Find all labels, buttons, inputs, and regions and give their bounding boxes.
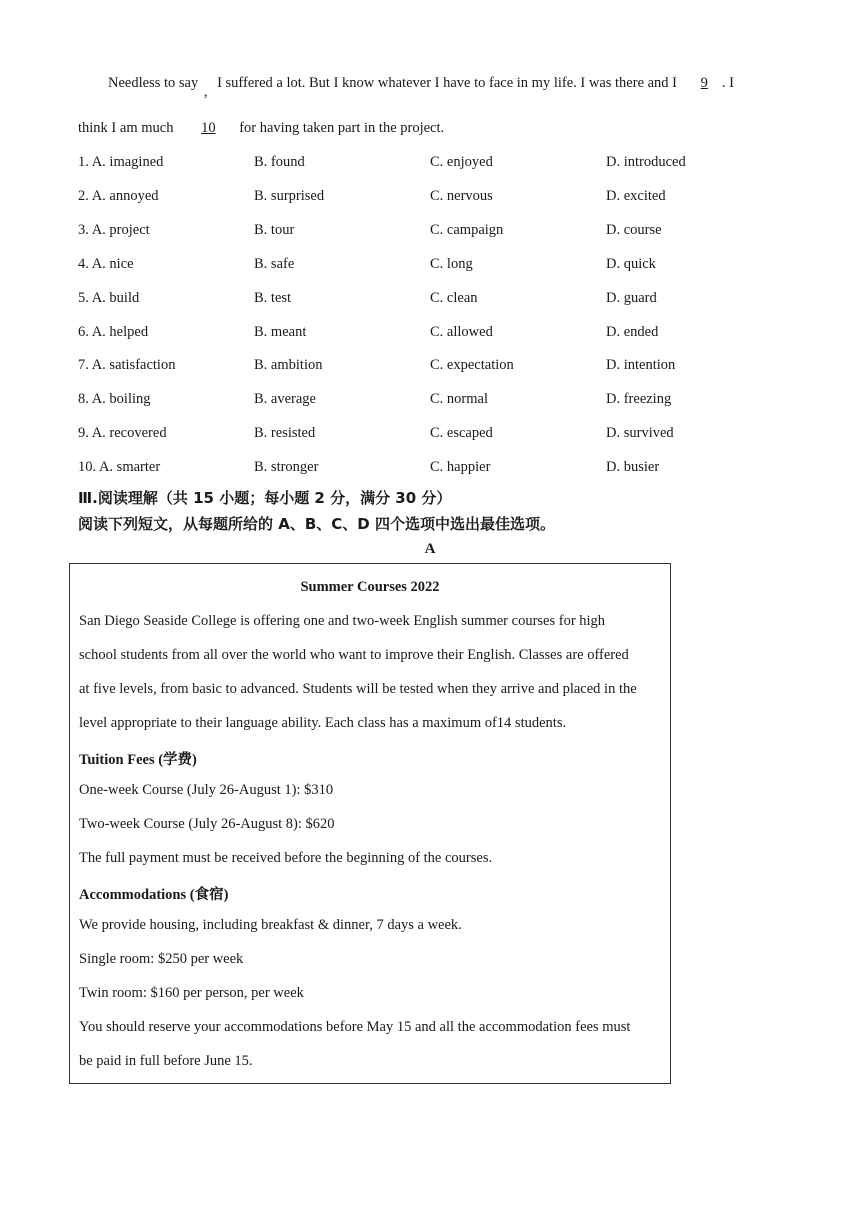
- option-c: C. nervous: [430, 188, 493, 204]
- option-b: B. safe: [254, 256, 295, 272]
- accommodation-line: be paid in full before June 15.: [79, 1053, 253, 1069]
- ad-intro-line: San Diego Seaside College is offering one and two-week English summer courses for high: [79, 613, 606, 629]
- option-a: 3. A. project: [78, 222, 150, 238]
- option-b: B. found: [254, 154, 305, 170]
- option-c: C. enjoyed: [430, 154, 493, 170]
- option-b: B. surprised: [254, 188, 325, 204]
- option-d: D. introduced: [606, 154, 686, 170]
- option-a: 1. A. imagined: [78, 154, 164, 170]
- option-row: [78, 188, 778, 208]
- tuition-line: One-week Course (July 26-August 1): $310: [79, 782, 334, 798]
- passage-text: think I am much: [78, 120, 174, 136]
- option-c: C. normal: [430, 391, 488, 407]
- passage-text: Needless to say: [108, 75, 199, 91]
- option-d: D. guard: [606, 290, 657, 306]
- option-a: 4. A. nice: [78, 256, 134, 272]
- option-d: D. busier: [606, 459, 660, 475]
- option-row: [78, 391, 778, 411]
- ad-title: Summer Courses 2022: [300, 579, 440, 595]
- passage-line-2: [78, 120, 444, 137]
- section-instruction: 阅读下列短文，从每题所给的 A、B、C、D 四个选项中选出最佳选项。: [78, 515, 555, 533]
- option-row: [78, 154, 778, 174]
- option-c: C. long: [430, 256, 473, 272]
- option-row: [78, 425, 778, 445]
- option-d: D. survived: [606, 425, 674, 441]
- option-b: B. stronger: [254, 459, 319, 475]
- option-d: D. intention: [606, 357, 676, 373]
- option-c: C. clean: [430, 290, 478, 306]
- option-b: B. average: [254, 391, 316, 407]
- option-c: C. allowed: [430, 324, 493, 340]
- option-d: D. freezing: [606, 391, 672, 407]
- tuition-line: The full payment must be received before the beginning of the courses.: [79, 850, 493, 866]
- blank-10: 10: [201, 120, 216, 136]
- ad-intro-line: level appropriate to their language ability. Each class has a maximum of14 students.: [79, 715, 567, 731]
- option-b: B. test: [254, 290, 292, 306]
- option-b: B. ambition: [254, 357, 323, 373]
- option-a: 7. A. satisfaction: [78, 357, 176, 373]
- option-d: D. excited: [606, 188, 666, 204]
- option-b: B. resisted: [254, 425, 316, 441]
- tuition-heading: Tuition Fees (学费): [79, 752, 197, 768]
- option-a: 5. A. build: [78, 290, 140, 306]
- option-a: 8. A. boiling: [78, 391, 151, 407]
- passage-text: I suffered a lot. But I know whatever I have to face in my life. I was there and I: [217, 75, 678, 91]
- ad-box: [69, 563, 671, 1084]
- accommodation-line: Single room: $250 per week: [79, 951, 244, 967]
- option-d: D. ended: [606, 324, 659, 340]
- option-b: B. tour: [254, 222, 295, 238]
- passage-text: for having taken part in the project.: [239, 120, 445, 136]
- option-row: [78, 357, 778, 377]
- accommodations-heading: Accommodations (食宿): [79, 887, 229, 903]
- option-row: [78, 256, 778, 276]
- passage-comma: ,: [203, 84, 208, 100]
- option-c: C. expectation: [430, 357, 514, 373]
- accommodation-line: We provide housing, including breakfast & dinner, 7 days a week.: [79, 917, 462, 933]
- ad-intro-line: at five levels, from basic to advanced. Students will be tested when they arrive and placed in the: [79, 681, 637, 697]
- option-a: 6. A. helped: [78, 324, 149, 340]
- option-a: 9. A. recovered: [78, 425, 167, 441]
- option-a: 10. A. smarter: [78, 459, 161, 475]
- tuition-line: Two-week Course (July 26-August 8): $620: [79, 816, 335, 832]
- accommodation-line: You should reserve your accommodations before May 15 and all the accommodation fees must: [79, 1019, 631, 1035]
- passage-letter: A: [424, 541, 436, 557]
- option-a: 2. A. annoyed: [78, 188, 159, 204]
- option-row: [78, 324, 778, 344]
- option-c: C. happier: [430, 459, 491, 475]
- ad-intro-line: school students from all over the world who want to improve their English. Classes are offered: [79, 647, 629, 663]
- option-c: C. campaign: [430, 222, 504, 238]
- section-heading: Ⅲ.阅读理解（共 15 小题；每小题 2 分，满分 30 分）: [78, 489, 452, 507]
- option-d: D. quick: [606, 256, 656, 272]
- option-row: [78, 459, 778, 479]
- option-row: [78, 222, 778, 242]
- option-c: C. escaped: [430, 425, 493, 441]
- passage-line-1: [108, 75, 734, 100]
- option-row: [78, 290, 778, 310]
- option-b: B. meant: [254, 324, 307, 340]
- accommodation-line: Twin room: $160 per person, per week: [79, 985, 304, 1001]
- blank-9: 9: [700, 75, 708, 91]
- option-d: D. course: [606, 222, 662, 238]
- passage-text: . I: [721, 75, 734, 91]
